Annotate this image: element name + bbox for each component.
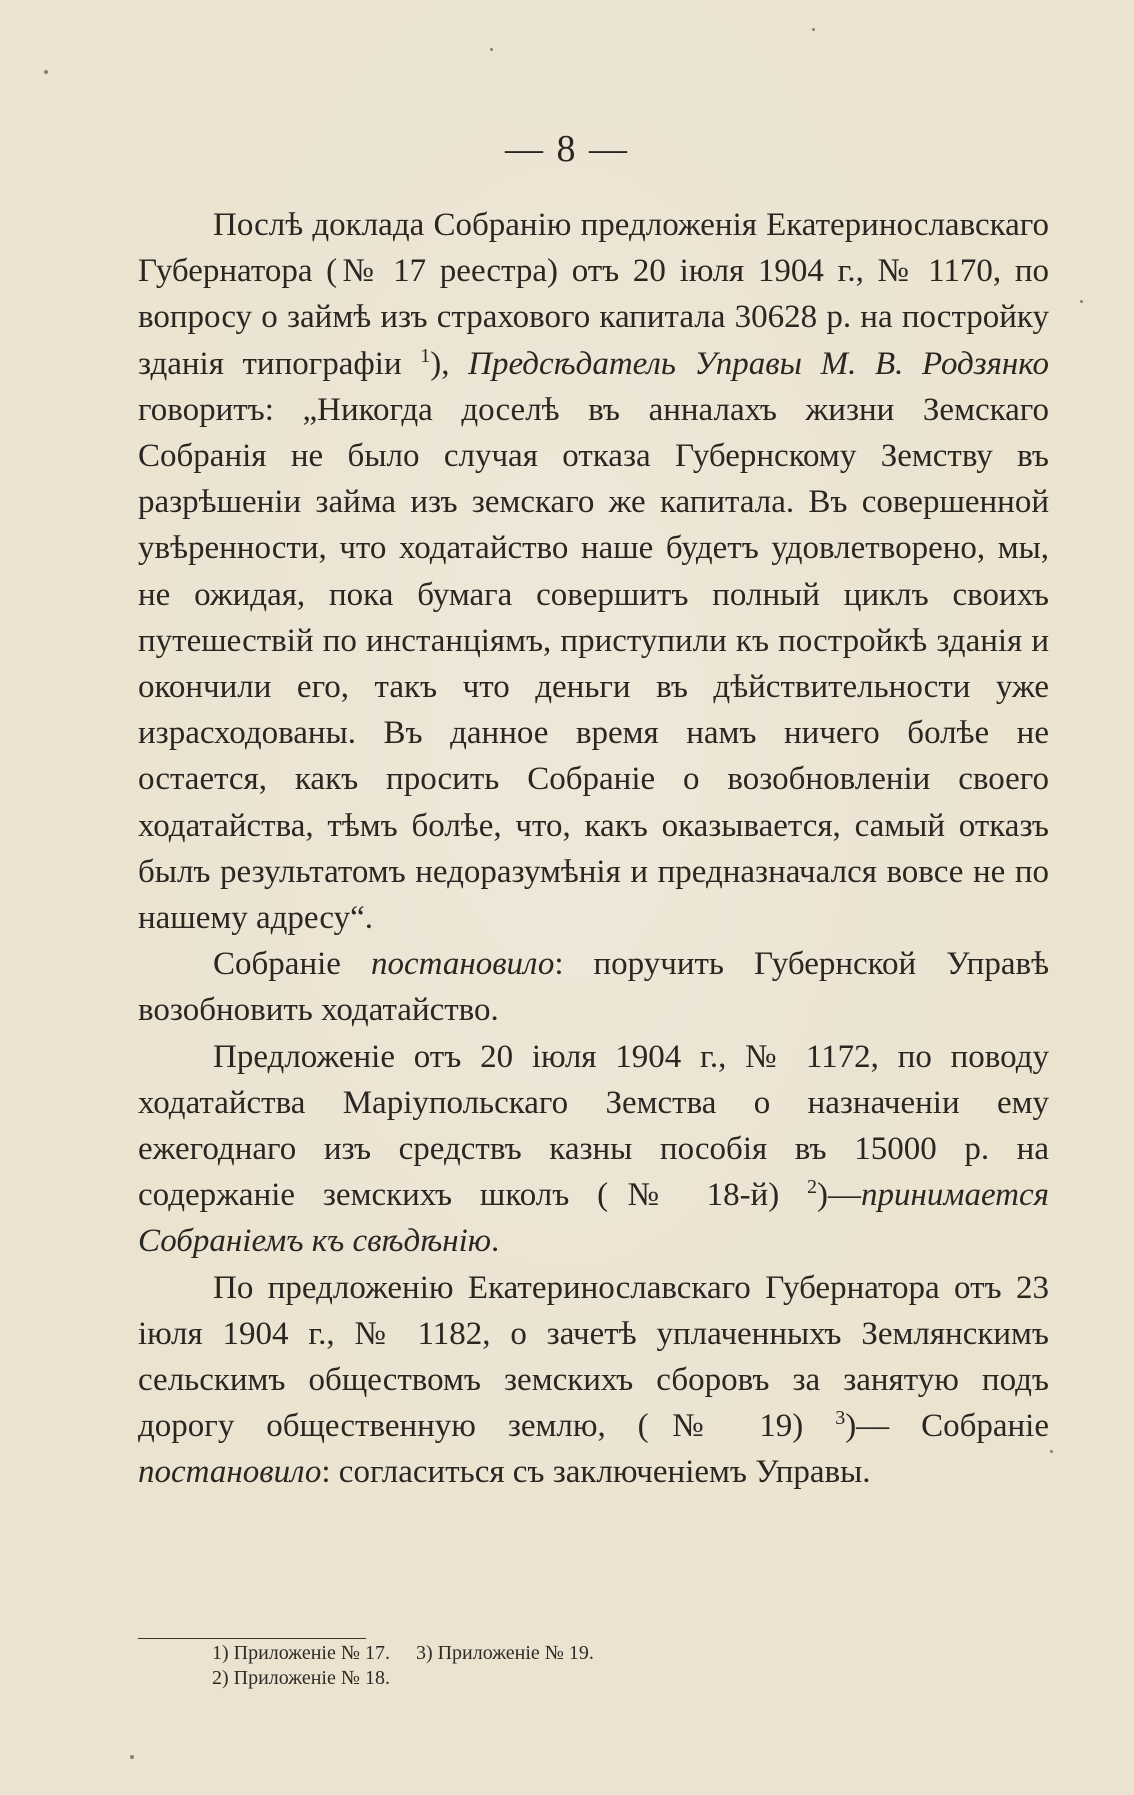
paragraph-loan-request (138, 202, 1049, 941)
paragraph-land-fees (138, 1265, 1049, 1496)
footnote-ref: 1 (420, 344, 431, 367)
footnote-row (212, 1641, 594, 1666)
italic-accepted: принимается Собраніемъ къ свѣдѣнію (138, 1177, 1049, 1260)
italic-resolved: постановило (370, 946, 555, 983)
paragraph-text: говоритъ: „Никогда доселѣ въ анналахъ жизни Земскаго Собранія не было случая отказа Губернскому Земству въ разрѣшеніи займа изъ земскаго же капитала. Въ совершенной увѣренности, что ходатайство наше будетъ удовлетворено, мы, не ожидая, пока бумага совершитъ полный циклъ своихъ путешествій по инстанціямъ, приступили къ постройкѣ зданія и окончили его, такъ что деньги въ дѣйствительности уже израсходованы. Въ данное время намъ ничего болѣе не остается, какъ просить Собраніе о возобновленіи своего ходатайства, тѣмъ болѣе, что, какъ оказывается, самый отказъ былъ результатомъ недоразумѣнія и предназначался вовсе не по нашему адресу“. (138, 391, 1049, 937)
paper-speck (490, 48, 493, 51)
paragraph-school-subsidy (138, 1034, 1049, 1265)
paragraph-text: )— (817, 1177, 862, 1214)
footnote-divider (138, 1638, 366, 1639)
paragraph-text: : поручить Губернской Управѣ возобновить ходатайство. (138, 946, 1049, 1029)
paper-speck (1080, 300, 1083, 303)
main-text (138, 202, 1049, 1496)
paragraph-text: Предложеніе отъ 20 іюля 1904 г., № 1172, по поводу ходатайства Маріупольскаго Земства о назначеніи ему ежегоднаго изъ средствъ казны пособія въ 15000 р. на содержаніе земскихъ школъ (№ 18-й) (138, 1038, 1049, 1214)
footnotes (212, 1641, 594, 1691)
paper-speck (812, 28, 815, 31)
italic-resolved: постановило (138, 1454, 322, 1491)
paragraph-resolution (138, 941, 1049, 1033)
paragraph-text: Собраніе (213, 946, 371, 983)
paragraph-text: Послѣ доклада Собранію предложенія Екатеринославскаго Губернатора (№ 17 реестра) отъ 20 іюля 1904 г., № 1170, по вопросу о займѣ изъ страхового капитала 30628 р. на постройку зданія типографіи (138, 207, 1049, 382)
paragraph-text: : согласиться съ заключеніемъ Управы. (321, 1454, 871, 1491)
paragraph-text: По предложенію Екатеринославскаго Губернатора отъ 23 іюля 1904 г., № 1182, о зачетѣ уплаченныхъ Землянскимъ сельскимъ обществомъ земскихъ сборовъ за занятую подъ дорогу общественную землю, (№ 19) (138, 1269, 1049, 1445)
paper-speck (130, 1755, 134, 1759)
paper-speck (1050, 1450, 1053, 1453)
paragraph-text: ), (430, 345, 469, 382)
page-number: — 8 — (505, 128, 629, 170)
paragraph-text: . (491, 1223, 500, 1260)
italic-speaker: Предсѣдатель Управы М. В. Родзянко (468, 345, 1049, 382)
footnote-1: 1) Приложеніе № 17. (212, 1642, 390, 1664)
paper-speck (44, 70, 48, 74)
paragraph-text: )— Собраніе (845, 1408, 1049, 1445)
footnote-3: 3) Приложеніе № 19. (415, 1642, 594, 1664)
footnote-row (212, 1666, 594, 1691)
footnote-ref: 3 (835, 1407, 846, 1430)
footnote-2: 2) Приложеніе № 18. (212, 1667, 390, 1689)
footnote-ref: 2 (807, 1176, 818, 1199)
